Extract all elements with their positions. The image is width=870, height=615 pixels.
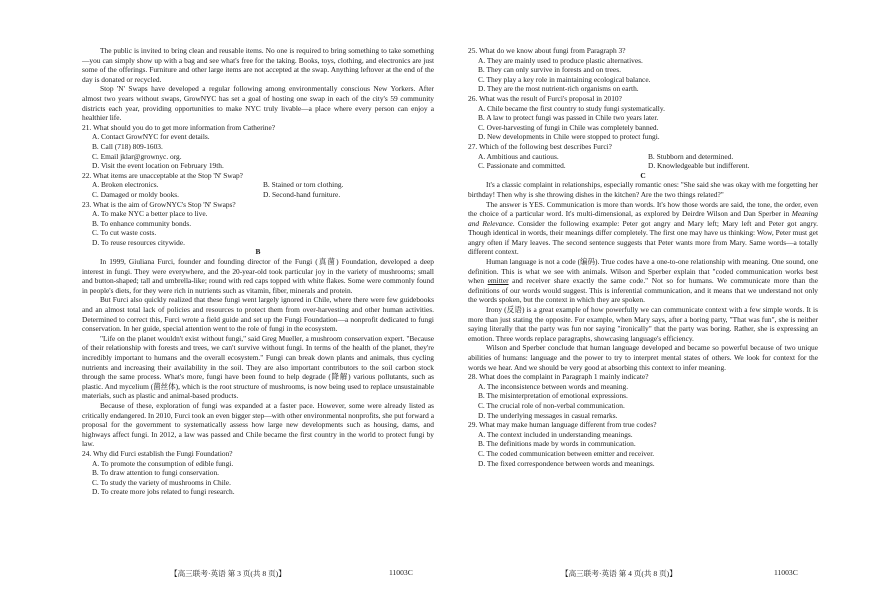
question-29: 29. What may make human language different from true codes? [468, 420, 657, 430]
option: C. The crucial role of non-verbal communication. [478, 400, 625, 410]
option: B. To enhance community bonds. [92, 218, 192, 228]
option: B. A law to protect fungi was passed in Chile two years later. [478, 113, 659, 123]
book-title: Meaning and Relevance [468, 209, 818, 228]
paragraph: Wilson and Sperber conclude that human language developed and became so powerful because of two unique abilities of humans: language and the power to try to interpret mental states of others. We look for context for the words we hear. And we should be very good at absorbing this context to infer meaning. [468, 343, 818, 372]
option: A. Contact GrowNYC for event details. [92, 132, 210, 142]
paragraph [468, 257, 818, 305]
option: D. To reuse resources citywide. [92, 237, 185, 247]
option-row [82, 180, 434, 190]
option: D. New developments in Chile were stopped to protect fungi. [478, 132, 660, 142]
paragraph: Stop 'N' Swaps have developed a regular following among environmentally conscious New Yorkers. After almost two years without swaps, GrowNYC has set a goal of hosting one swap in each of the city's 59 community districts each year, providing opportunities to make NYC truly livable—a place where every person can enjoy a healthier life. [82, 84, 434, 123]
text-run: The answer is YES. Communication is more than words. It's how those words are said, the tone, the order, even the choice of a particular word. It's multi-dimensional, as explored by Deirdre Wilson and Dan Sperber in [468, 199, 818, 219]
option: C. Over-harvesting of fungi in Chile was completely banned. [478, 122, 659, 132]
question-28: 28. What does the complaint in Paragraph 1 mainly indicate? [468, 372, 649, 382]
question-21: 21. What should you do to get more information from Catherine? [82, 122, 276, 132]
text-run: and receiver share exactly the same code." Not so for humans. We communicate more than the definitions of our words would suggest. This is inferential communication, and it means that we understand not only the words spoken, but the context in which they are spoken. [468, 276, 819, 305]
section-heading-c: C [640, 170, 646, 180]
paragraph: "Life on the planet wouldn't exist without fungi," said Greg Mueller, a mushroom conservation expert. "Because of their relationship with forests and trees, we can't survive without fungi. In terms of the health of the planet, they're incredibly important to humans and the overall ecosystem." Fungi can break down plants and animals, thus cycling nutrients and increasing their availability in the soil. They are also important contributors to the soil carbon stock through the same process. What's more, fungi have been found to help degrade (降解) various pollutants, such as plastic. And mycelium (菌丝体), which is the root structure of mushrooms, is now being used to replace unsustainable materials, such as plastic and animal-based products. [82, 333, 434, 401]
question-22: 22. What items are unacceptable at the Stop 'N' Swap? [82, 170, 243, 180]
option: A. Chile became the first country to study fungi systematically. [478, 103, 665, 113]
option: D. To create more jobs related to fungi research. [92, 487, 235, 497]
question-25: 25. What do we know about fungi from Paragraph 3? [468, 46, 626, 55]
option: C. They play a key role in maintaining ecological balance. [478, 74, 651, 84]
option: A. The context included in understanding meanings. [478, 429, 633, 439]
option: C. To cut waste costs. [92, 228, 157, 238]
right-page [468, 46, 818, 468]
option: A. The inconsistence between words and meaning. [478, 381, 629, 391]
paper-code: 11003C [774, 568, 798, 577]
question-27: 27. Which of the following best describes Furci? [468, 141, 612, 151]
paragraph [468, 200, 818, 258]
question-23: 23. What is the aim of GrowNYC's Stop 'N' Swaps? [82, 199, 236, 209]
option: D. Second-hand furniture. [263, 189, 341, 199]
underlined-word: emitter [487, 276, 509, 286]
option: B. To draw attention to fungi conservation. [92, 468, 220, 478]
paper-code: 11003C [389, 568, 413, 577]
option-row [82, 190, 434, 200]
option: D. They are the most nutrient-rich organisms on earth. [478, 84, 639, 94]
left-page [82, 46, 434, 497]
page-footer: 【高三联考·英语 第 4 页(共 8 页)】 [561, 569, 677, 578]
option: D. The underlying messages in casual remarks. [478, 410, 618, 420]
option: A. To make NYC a better place to live. [92, 209, 208, 219]
option: A. Ambitious and cautious. [478, 151, 559, 161]
question-26: 26. What was the result of Furci's proposal in 2010? [468, 93, 622, 103]
option: C. The coded communication between emitter and receiver. [478, 448, 655, 458]
option: A. Broken electronics. [92, 180, 159, 190]
option: B. They can only survive in forests and on trees. [478, 65, 621, 75]
paragraph: In 1999, Giuliana Furci, founder and founding director of the Fungi (真菌) Foundation, developed a deep interest in fungi. They were everywhere, and the 20-year-old took particular joy in the variety of mushrooms; small and button-shaped; tall and umbrella-like; round with red caps topped with white flakes. Some were commonly found in people's diets, for they were rich in nutrients such as vitamin, fiber, minerals and protein. [82, 257, 434, 295]
paragraph: Because of these, exploration of fungi was expanded at a faster pace. However, some were already listed as critically endangered. In 2010, Furci took an even bigger step—with other environmental nonprofits, she put forward a proposal for the government to systematically assess how large new developments such as housing, dams, and highways affect fungi. In 2012, a law was passed and Chile became the first country in the world to protect fungi by law. [82, 400, 434, 449]
text-run: . Consider the following example: Peter got angry and Mary left; Mary left and Peter got angry. Though identical in words, their meanings differ completely. The first one may have us thinking: Wow, Peter must get angry often if Mary leaves. The second sentence suggests that Peter wants more from Mary. Same words—a totally different context. [468, 218, 819, 257]
option: C. Damaged or moldy books. [92, 189, 180, 199]
option: B. Stained or torn clothing. [263, 180, 344, 190]
option: A. They are mainly used to produce plastic alternatives. [478, 55, 643, 65]
paragraph: Irony (反语) is a great example of how powerfully we can communicate context with a few simple words. It is more than just stating the opposite. For example, when Mary says, after a boring party, "That was fun", she is neither saying literally that the party was fun nor saying "ironically" that the party was boring. Rather, she is expressing an emotion. Three words replace paragraphs, showcasing language's efficiency. [468, 305, 818, 343]
paragraph: The public is invited to bring clean and reusable items. No one is required to bring something to take something—you can simply show up with a bag and see what's free for the taking. Books, toys, clothing, and electronics are just some of the offerings. Furniture and other large items are not accepted at the swap. Anything leftover at the end of the day is donated or recycled. [82, 46, 434, 84]
option: D. The fixed correspondence between words and meanings. [478, 458, 655, 468]
option-row [468, 161, 818, 171]
page-footer: 【高三联考·英语 第 3 页(共 8 页)】 [170, 569, 286, 578]
option: B. The misinterpretation of emotional expressions. [478, 391, 628, 401]
option: A. To promote the consumption of edible fungi. [92, 458, 234, 468]
question-24: 24. Why did Furci establish the Fungi Foundation? [82, 448, 233, 458]
paragraph: But Furci also quickly realized that these fungi went largely ignored in Chile, where there were few guidebooks and an almost total lack of policies and resources to protect them from over-harvesting and other human activities. Determined to correct this, Furci wrote a field guide and set up the Fungi Foundation—a nonprofit dedicated to fungi conservation. In her guide, special attention went to the role of fungi in the ecosystem. [82, 295, 434, 334]
option: B. Call (718) 809-1603. [92, 141, 163, 151]
section-heading-b: B [255, 247, 261, 257]
option: C. Email jklar@grownyc. org. [92, 151, 182, 161]
text-run: Human language is not a code (编码). True codes have a one-to-one relationship with meaning. One sound, one definition. This is what we see with animals. Wilson and Sperber explain that "coded communication works best when [468, 257, 818, 286]
option: C. Passionate and committed. [478, 161, 566, 171]
option: D. Knowledgeable but indifferent. [648, 161, 750, 171]
option: D. Visit the event location on February 19th. [92, 161, 224, 171]
option: C. To study the variety of mushrooms in Chile. [92, 477, 231, 487]
paragraph: It's a classic complaint in relationships, especially romantic ones: "She said she was okay with me forgetting her birthday! Then why is she throwing dishes in the kitchen? Are the two things related?" [468, 180, 818, 199]
option: B. The definitions made by words in communication. [478, 439, 636, 449]
option: B. Stubborn and determined. [648, 151, 734, 161]
option-row [468, 152, 818, 162]
